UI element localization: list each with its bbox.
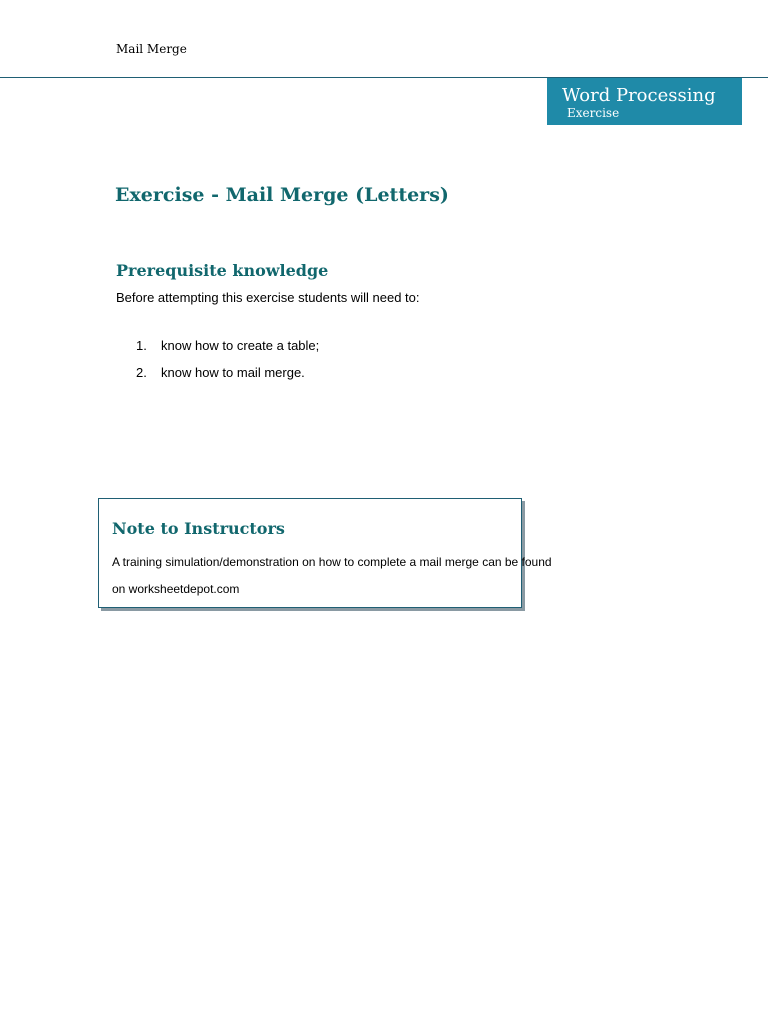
running-header: Mail Merge <box>116 42 187 56</box>
list-item-number: 1. <box>136 338 147 353</box>
instructor-note-box <box>98 498 552 608</box>
banner-title: Word Processing <box>562 85 716 106</box>
category-banner <box>547 78 742 125</box>
list-item-text: know how to mail merge. <box>161 365 305 380</box>
list-item-number: 2. <box>136 365 147 380</box>
prerequisite-intro: Before attempting this exercise students will need to: <box>116 290 420 305</box>
note-heading: Note to Instructors <box>112 519 285 538</box>
banner-subtitle: Exercise <box>567 106 620 120</box>
list-item-text: know how to create a table; <box>161 338 320 353</box>
page-title: Exercise - Mail Merge (Letters) <box>115 184 449 206</box>
note-text-line-2: on worksheetdepot.com <box>112 582 240 596</box>
note-text-line-1: A training simulation/demonstration on how to complete a mail merge can be found <box>112 555 552 569</box>
prerequisite-heading: Prerequisite knowledge <box>116 261 329 280</box>
